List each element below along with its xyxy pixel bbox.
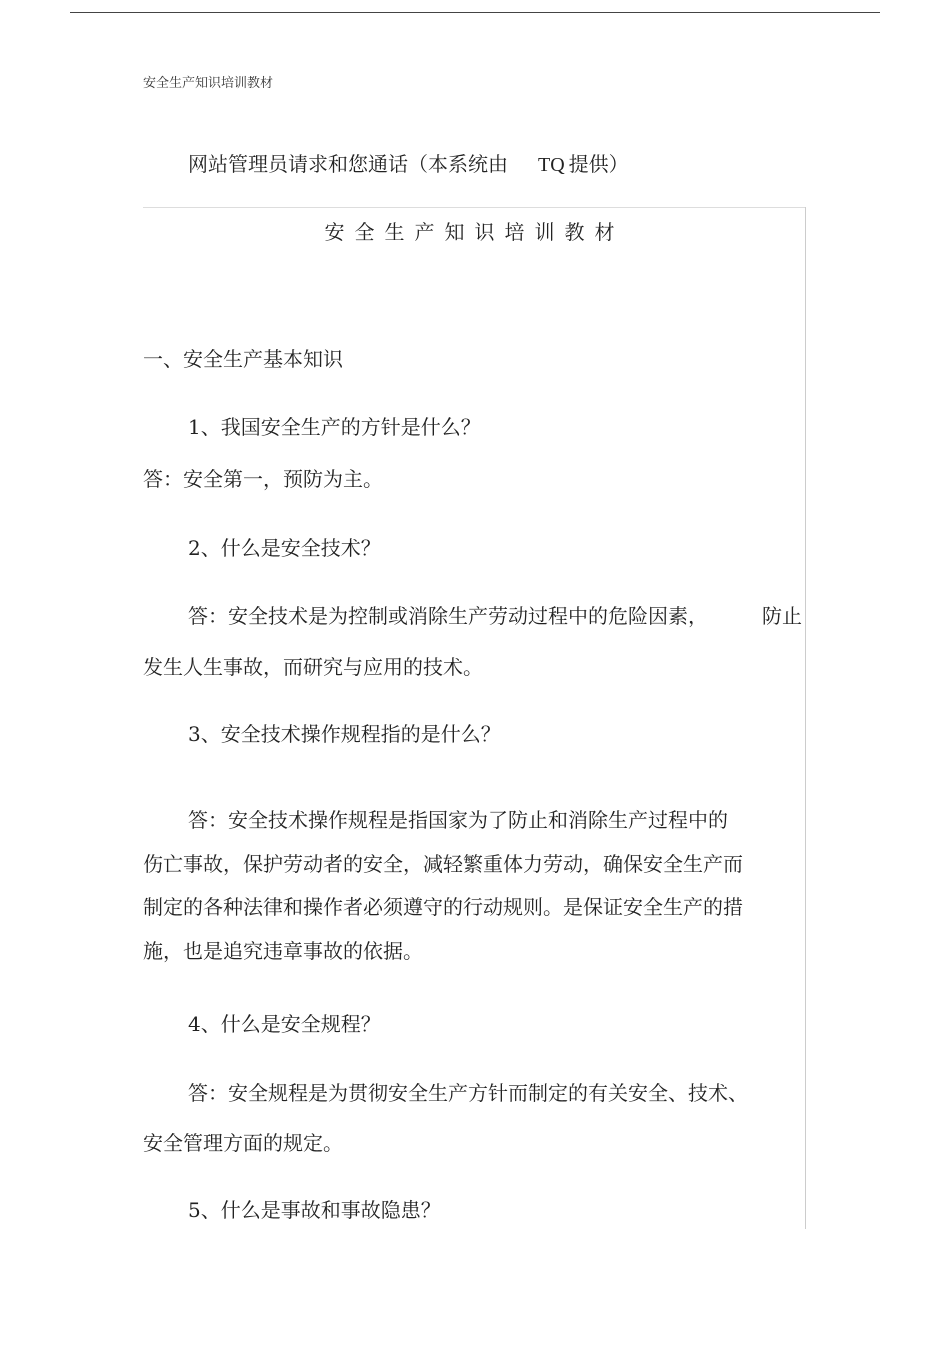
- question-3: 3、安全技术操作规程指的是什么？: [188, 722, 501, 746]
- section-heading: 一、安全生产基本知识: [143, 347, 343, 371]
- answer-2-line-1-end: 防止: [762, 604, 802, 628]
- top-rule: [70, 12, 880, 13]
- answer-4-line-2: 安全管理方面的规定。: [143, 1131, 343, 1155]
- content-frame-right: [805, 207, 806, 1229]
- answer-4-line-1: 答：安全规程是为贯彻安全生产方针而制定的有关安全、技术、: [188, 1081, 748, 1105]
- running-header: 安全生产知识培训教材: [143, 76, 274, 91]
- answer-3-line-2: 伤亡事故，保护劳动者的安全，减轻繁重体力劳动，确保安全生产而: [143, 852, 743, 876]
- answer-2-line-2: 发生人生事故，而研究与应用的技术。: [143, 655, 483, 679]
- document-title: 安全生产知识培训教材: [324, 220, 625, 244]
- question-1: 1、我国安全生产的方针是什么？: [188, 415, 481, 439]
- notice-brand: TQ: [538, 154, 565, 176]
- answer-2-line-1: 答：安全技术是为控制或消除生产劳动过程中的危险因素，: [188, 604, 708, 628]
- answer-3-line-3: 制定的各种法律和操作者必须遵守的行动规则。是保证安全生产的措: [143, 895, 743, 919]
- question-5: 5、什么是事故和事故隐患？: [188, 1198, 441, 1222]
- question-4: 4、什么是安全规程？: [188, 1012, 381, 1036]
- notice-suffix: 提供）: [568, 152, 629, 176]
- answer-3-line-4: 施，也是追究违章事故的依据。: [143, 939, 423, 963]
- answer-3-line-1: 答：安全技术操作规程是指国家为了防止和消除生产过程中的: [188, 808, 728, 832]
- question-2: 2、什么是安全技术？: [188, 536, 381, 560]
- answer-1: 答：安全第一，预防为主。: [143, 467, 383, 491]
- tq-notice[interactable]: [188, 148, 629, 177]
- notice-text: 网站管理员请求和您通话（本系统由: [188, 152, 508, 176]
- content-frame-top: [143, 207, 806, 208]
